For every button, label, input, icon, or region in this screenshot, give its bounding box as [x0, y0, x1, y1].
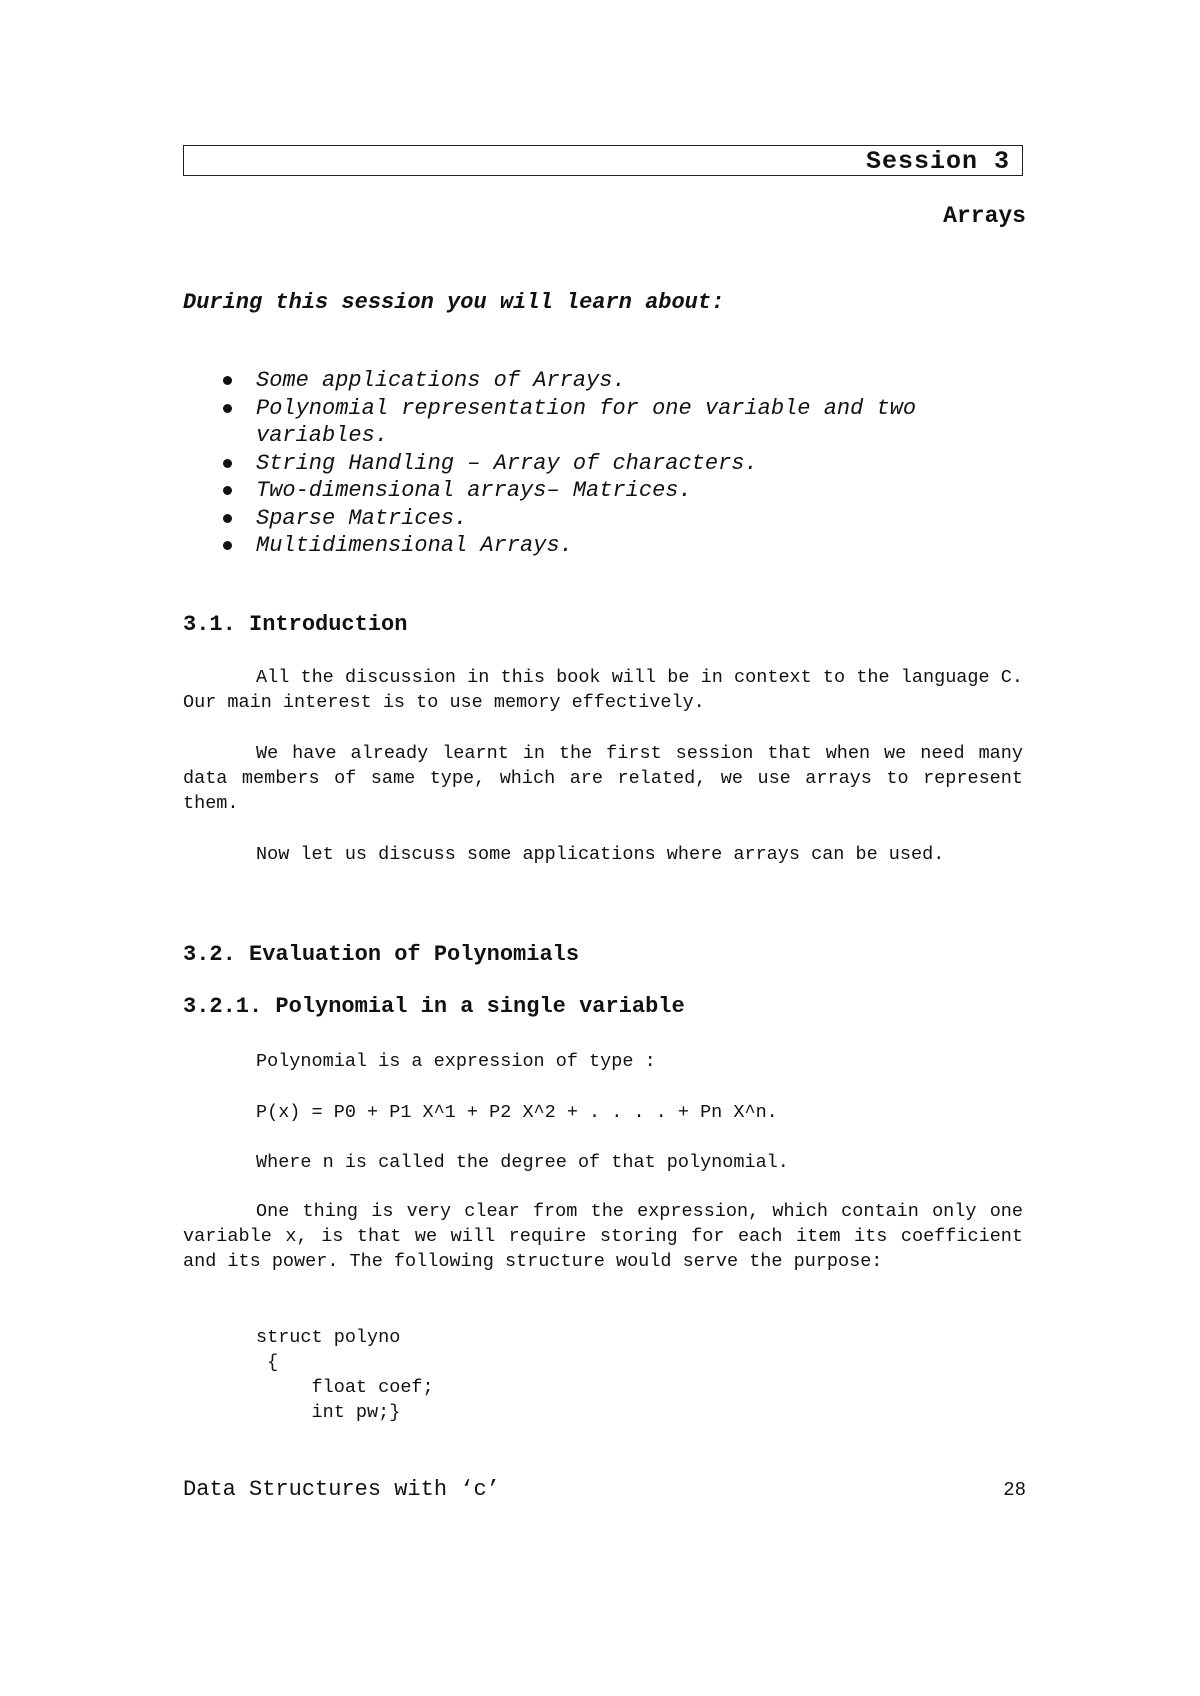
- intro-paragraph-3: Now let us discuss some applications where arrays can be used.: [256, 844, 945, 865]
- polynomial-definition: Polynomial is a expression of type :: [256, 1051, 656, 1072]
- objectives-list: [219, 367, 959, 560]
- page-number: 28: [1003, 1479, 1026, 1501]
- bullet-icon: [223, 514, 232, 523]
- subsection-heading-single-variable: 3.2.1. Polynomial in a single variable: [183, 994, 685, 1019]
- degree-note: Where n is called the degree of that polynomial.: [256, 1152, 789, 1173]
- list-item: Sparse Matrices.: [219, 505, 959, 533]
- section-heading-polynomials: 3.2. Evaluation of Polynomials: [183, 942, 580, 967]
- list-item: Multidimensional Arrays.: [219, 532, 959, 560]
- bullet-icon: [223, 404, 232, 413]
- polynomial-formula: P(x) = P0 + P1 X^1 + P2 X^2 + . . . . + Pn X^n.: [256, 1102, 778, 1123]
- objectives-heading: During this session you will learn about:: [183, 290, 725, 315]
- session-header-box: [183, 145, 1023, 176]
- list-item: String Handling – Array of characters.: [219, 450, 959, 478]
- list-item: Two-dimensional arrays– Matrices.: [219, 477, 959, 505]
- intro-paragraph-1: All the discussion in this book will be in context to the language C. Our main interest is to use memory effectively.: [183, 667, 1023, 713]
- list-item: Polynomial representation for one variable and two variables.: [219, 395, 959, 450]
- bullet-icon: [223, 486, 232, 495]
- bullet-icon: [223, 376, 232, 385]
- intro-paragraph-2: We have already learnt in the first session that when we need many data members of same type, which are related, we use arrays to represent them.: [183, 743, 1023, 814]
- document-page: [183, 145, 1026, 1545]
- chapter-title: Arrays: [943, 203, 1026, 229]
- footer-book-title: Data Structures with ‘c’: [183, 1477, 500, 1502]
- list-item: Some applications of Arrays.: [219, 367, 959, 395]
- structure-paragraph: One thing is very clear from the expression, which contain only one variable x, is that we will require storing for each item its coefficient and its power. The following structure would serve the purpose:: [183, 1201, 1023, 1272]
- bullet-icon: [223, 541, 232, 550]
- session-label: Session 3: [865, 147, 1010, 176]
- code-block: struct polyno { float coef; int pw;}: [256, 1327, 434, 1423]
- bullet-icon: [223, 459, 232, 468]
- section-heading-introduction: 3.1. Introduction: [183, 612, 408, 637]
